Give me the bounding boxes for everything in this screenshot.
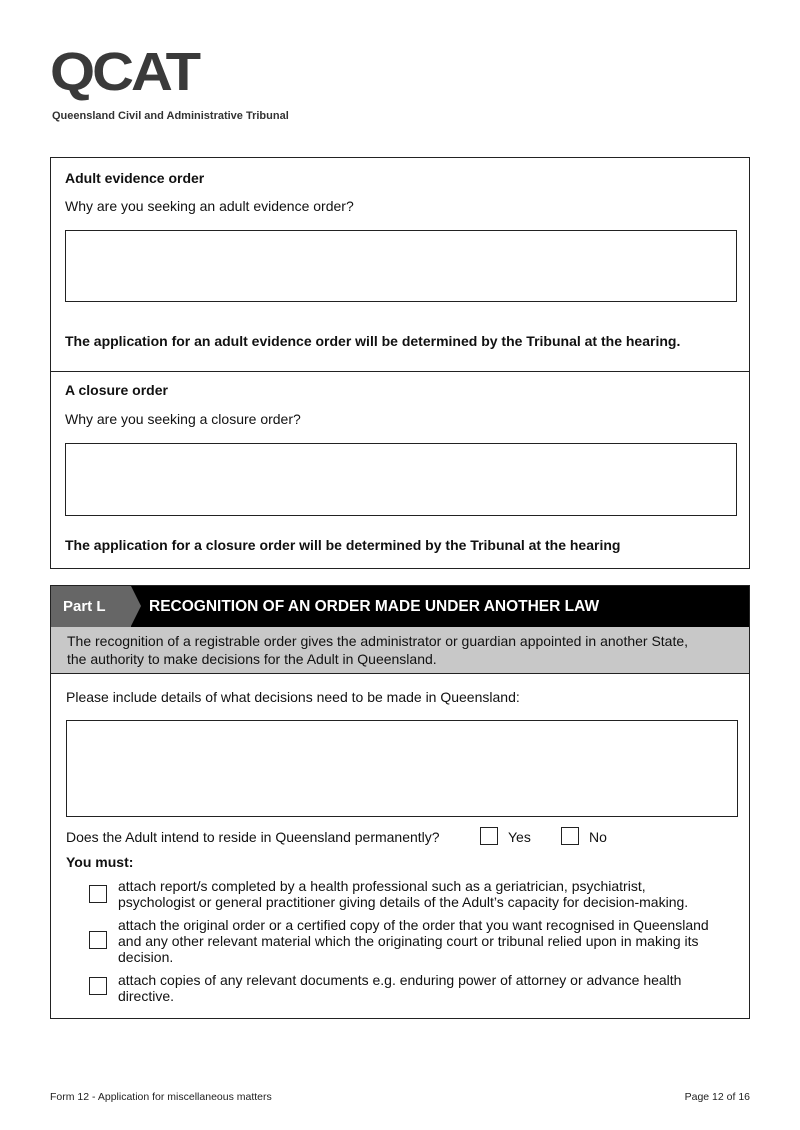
requirement-2-checkbox[interactable] [89,931,107,949]
adult-evidence-answer-field[interactable] [65,230,737,302]
reside-yes-label: Yes [508,829,531,845]
part-l-section [50,585,750,1019]
adult-evidence-question: Why are you seeking an adult evidence order? [65,198,354,214]
decisions-label: Please include details of what decisions need to be made in Queensland: [66,689,520,705]
part-l-info-line1: The recognition of a registrable order gives the administrator or guardian appointed in another State, [67,633,689,649]
requirement-2-text: attach the original order or a certified copy of the order that you want recognised in Queensland and any other relevant material which the originating court or tribunal relied upon in making its decision. [118,917,709,965]
adult-evidence-heading: Adult evidence order [65,170,205,186]
section-divider [51,371,749,372]
requirement-3-checkbox[interactable] [89,977,107,995]
requirement-1-text: attach report/s completed by a health professional such as a geriatrician, psychiatrist, psychologist or general practitioner giving details of the Adult’s capacity for decision-making. [118,878,689,910]
part-l-title: RECOGNITION OF AN ORDER MADE UNDER ANOTHER LAW [149,598,600,615]
decisions-answer-field[interactable] [66,720,738,817]
part-l-info [51,627,749,674]
closure-question: Why are you seeking a closure order? [65,411,301,427]
reside-no-checkbox[interactable] [561,827,579,845]
part-l-tab: Part L [51,586,131,627]
reside-yes-checkbox[interactable] [480,827,498,845]
closure-heading: A closure order [65,382,168,398]
orders-section [50,157,750,569]
part-l-info-line2: the authority to make decisions for the Adult in Queensland. [67,651,437,667]
closure-answer-field[interactable] [65,443,737,516]
closure-note: The application for a closure order will be determined by the Tribunal at the hearing [65,537,621,553]
requirement-3-text: attach copies of any relevant documents e.g. enduring power of attorney or advance health directive. [118,972,682,1004]
part-l-header [51,586,749,627]
logo-subtitle: Queensland Civil and Administrative Tribunal [52,110,289,122]
you-must-label: You must: [66,854,134,870]
adult-evidence-note: The application for an adult evidence order will be determined by the Tribunal at the hearing. [65,333,681,349]
requirement-1-checkbox[interactable] [89,885,107,903]
footer-form-name: Form 12 - Application for miscellaneous matters [50,1091,272,1103]
footer-page-number: Page 12 of 16 [684,1091,750,1103]
reside-question: Does the Adult intend to reside in Queensland permanently? [66,829,440,845]
reside-no-label: No [589,829,607,845]
qcat-logo [50,42,289,122]
logo-mark: QCAT [50,42,199,103]
